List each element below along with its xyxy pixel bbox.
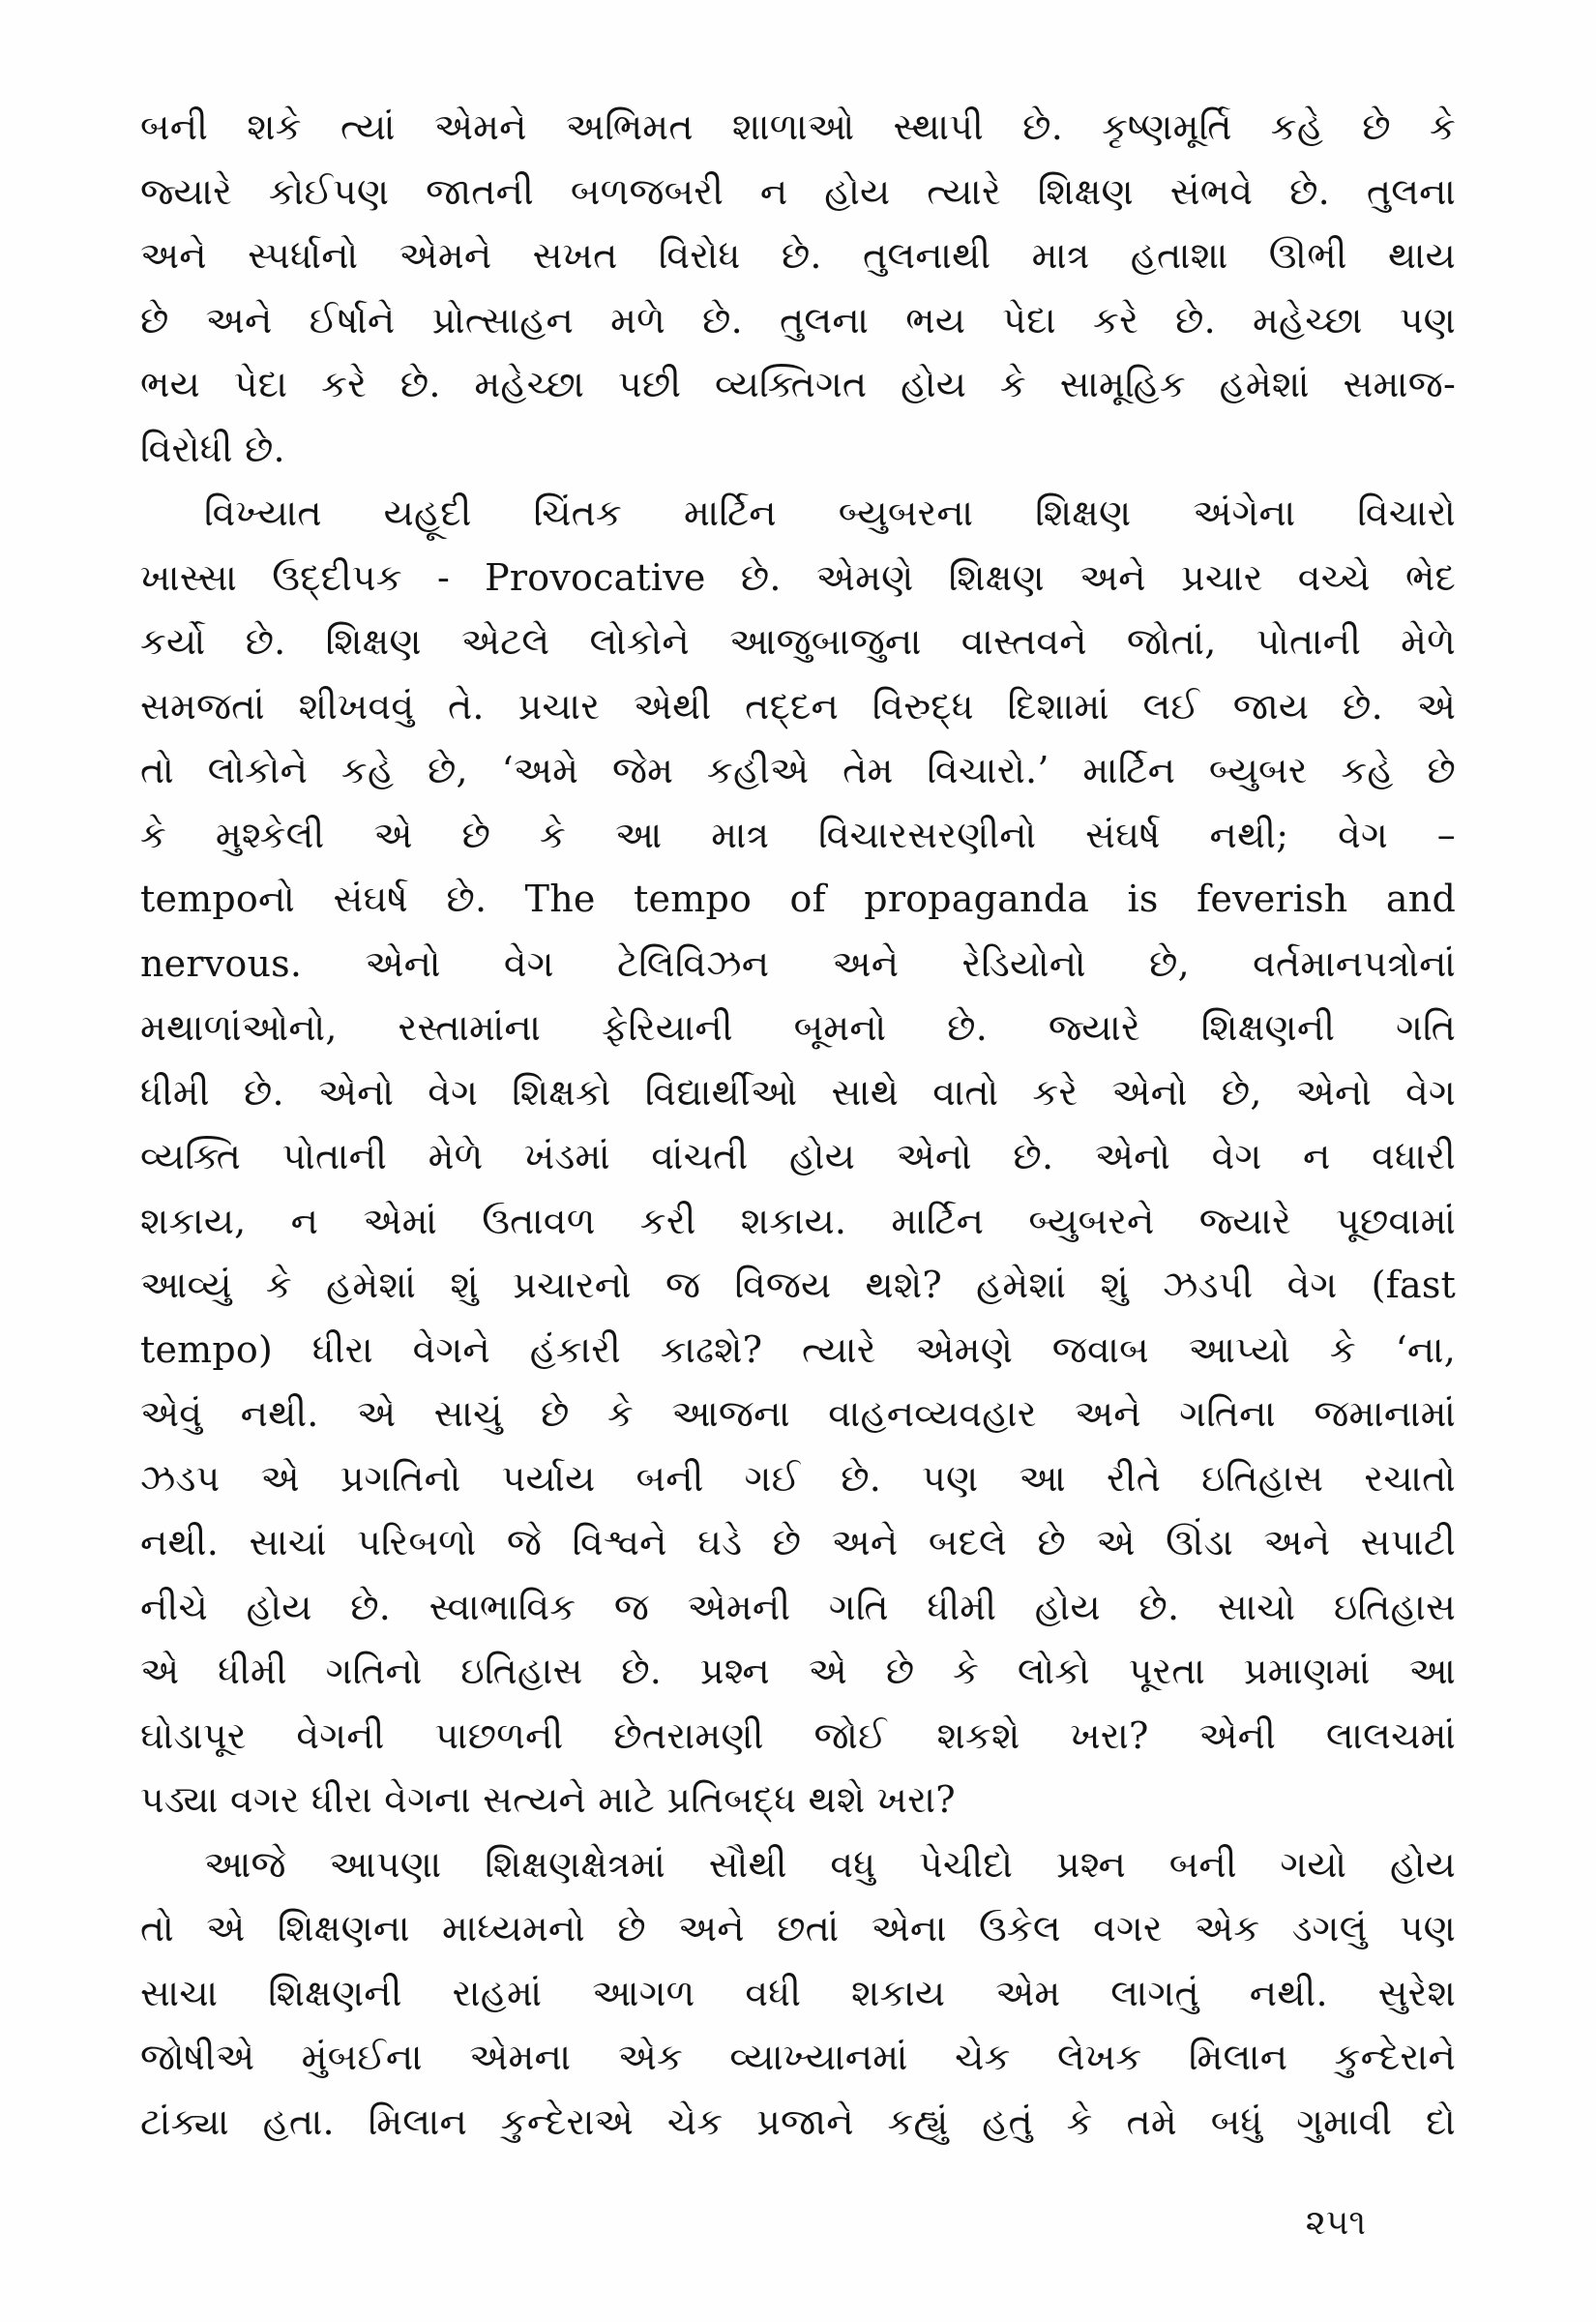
text-line: જ્યારે કોઈપણ જાતની બળજબરી ન હોય ત્યારે શિક્ષણ સંભવે છે. તુલના: [140, 169, 1456, 213]
text-line: અને સ્પર્ધાનો એમને સખત વિરોધ છે. તુલનાથી માત્ર હતાશા ઊભી થાય: [140, 234, 1456, 277]
text-line: ટાંક્યા હતા. મિલાન કુન્દેરાએ ચેક પ્રજાને કહ્યું હતું કે તમે બધું ગુમાવી દો: [140, 2099, 1456, 2143]
text-line: પડ્યા વગર ધીરા વેગના સત્યને માટે પ્રતિબદ્ધ થશે ખરા?: [140, 1778, 956, 1821]
text-line: નીચે હોય છે. સ્વાભાવિક જ એમની ગતિ ધીમી હોય છે. સાચો ઇતિહાસ: [140, 1585, 1456, 1628]
text-line: કે મુશ્કેલી એ છે કે આ માત્ર વિચારસરણીનો સંઘર્ષ નથી; વેગ –: [140, 813, 1456, 856]
text-line: ભય પેદા કરે છે. મહેચ્છા પછી વ્યક્તિગત હોય કે સામૂહિક હમેશાં સમાજ-: [140, 363, 1456, 405]
text-line: સાચા શિક્ષણની રાહમાં આગળ વધી શકાય એમ લાગતું નથી. સુરેશ: [140, 1971, 1456, 2014]
text-line: જોષીએ મુંબઈના એમના એક વ્યાખ્યાનમાં ચેક લેખક મિલાન કુન્દેરાને: [140, 2036, 1456, 2078]
text-line: વિરોધી છે.: [140, 427, 285, 470]
text-line: ઝડપ એ પ્રગતિનો પર્યાય બની ગઈ છે. પણ આ રીતે ઇતિહાસ રચાતો: [140, 1456, 1456, 1500]
text-line: આવ્યું કે હમેશાં શું પ્રચારનો જ વિજય થશે? હમેશાં શું ઝડપી વેગ (fast: [140, 1264, 1456, 1306]
text-line: તો લોકોને કહે છે, ‘અમે જેમ કહીએ તેમ વિચારો.’ માર્ટિન બ્યુબર કહે છે: [140, 749, 1456, 791]
text-line: વ્યક્તિ પોતાની મેળે ખંડમાં વાંચતી હોય એનો છે. એનો વેગ ન વધારી: [140, 1135, 1456, 1177]
text-block: [140, 95, 1456, 2154]
text-line: વિખ્યાત યહૂદી ચિંતક માર્ટિન બ્યુબરના શિક્ષણ અંગેના વિચારો: [204, 491, 1456, 534]
text-line: શકાય, ન એમાં ઉતાવળ કરી શકાય. માર્ટિન બ્યુબરને જ્યારે પૂછવામાં: [140, 1199, 1456, 1242]
text-line: tempo) ધીરા વેગને હંકારી કાઢશે? ત્યારે એમણે જવાબ આપ્યો કે ‘ના,: [140, 1327, 1456, 1371]
text-line: તો એ શિક્ષણના માધ્યમનો છે અને છતાં એના ઉકેલ વગર એક ડગલું પણ: [140, 1907, 1456, 1950]
text-line: ખાસ્સા ઉદ્દીપક - Provocative છે. એમણે શિક્ષણ અને પ્રચાર વચ્ચે ભેદ: [140, 555, 1456, 599]
text-line: tempoનો સંઘર્ષ છે. The tempo of propaganda is feverish and: [140, 878, 1456, 920]
text-line: એ ધીમી ગતિનો ઇતિહાસ છે. પ્રશ્ન એ છે કે લોકો પૂરતા પ્રમાણમાં આ: [140, 1650, 1456, 1692]
text-line: બની શકે ત્યાં એમને અભિમત શાળાઓ સ્થાપી છે. કૃષ્ણમૂર્તિ કહે છે કે: [140, 105, 1456, 148]
text-line: nervous. એનો વેગ ટેલિવિઝન અને રેડિયોનો છે, વર્તમાનપત્રોનાં: [140, 941, 1456, 985]
text-line: આજે આપણા શિક્ષણક્ષેત્રમાં સૌથી વધુ પેચીદો પ્રશ્ન બની ગયો હોય: [204, 1842, 1456, 1886]
text-line: એવું નથી. એ સાચું છે કે આજના વાહનવ્યવહાર અને ગતિના જમાનામાં: [140, 1392, 1456, 1435]
text-line: કર્યો છે. શિક્ષણ એટલે લોકોને આજુબાજુના વાસ્તવને જોતાં, પોતાની મેળે: [140, 620, 1456, 663]
text-line: મથાળાંઓનો, રસ્તામાંના ફેરિયાની બૂમનો છે. જ્યારે શિક્ષણની ગતિ: [140, 1006, 1456, 1049]
text-line: ધીમી છે. એનો વેગ શિક્ષકો વિદ્યાર્થીઓ સાથે વાતો કરે એનો છે, એનો વેગ: [140, 1070, 1456, 1114]
text-line: ઘોડાપૂર વેગની પાછળની છેતરામણી જોઈ શકશે ખરા? એની લાલચમાં: [140, 1713, 1456, 1757]
text-line: નથી. સાચાં પરિબળો જે વિશ્વને ઘડે છે અને બદલે છે એ ઊંડા અને સપાટી: [140, 1521, 1456, 1563]
text-line: સમજતાં શીખવવું તે. પ્રચાર એથી તદ્દન વિરુદ્ધ દિશામાં લઈ જાય છે. એ: [140, 684, 1456, 728]
page-number: ૨૫૧: [1305, 2203, 1366, 2243]
text-line: છે અને ઈર્ષાને પ્રોત્સાહન મળે છે. તુલના ભય પેદા કરે છે. મહેચ્છા પણ: [140, 298, 1456, 342]
